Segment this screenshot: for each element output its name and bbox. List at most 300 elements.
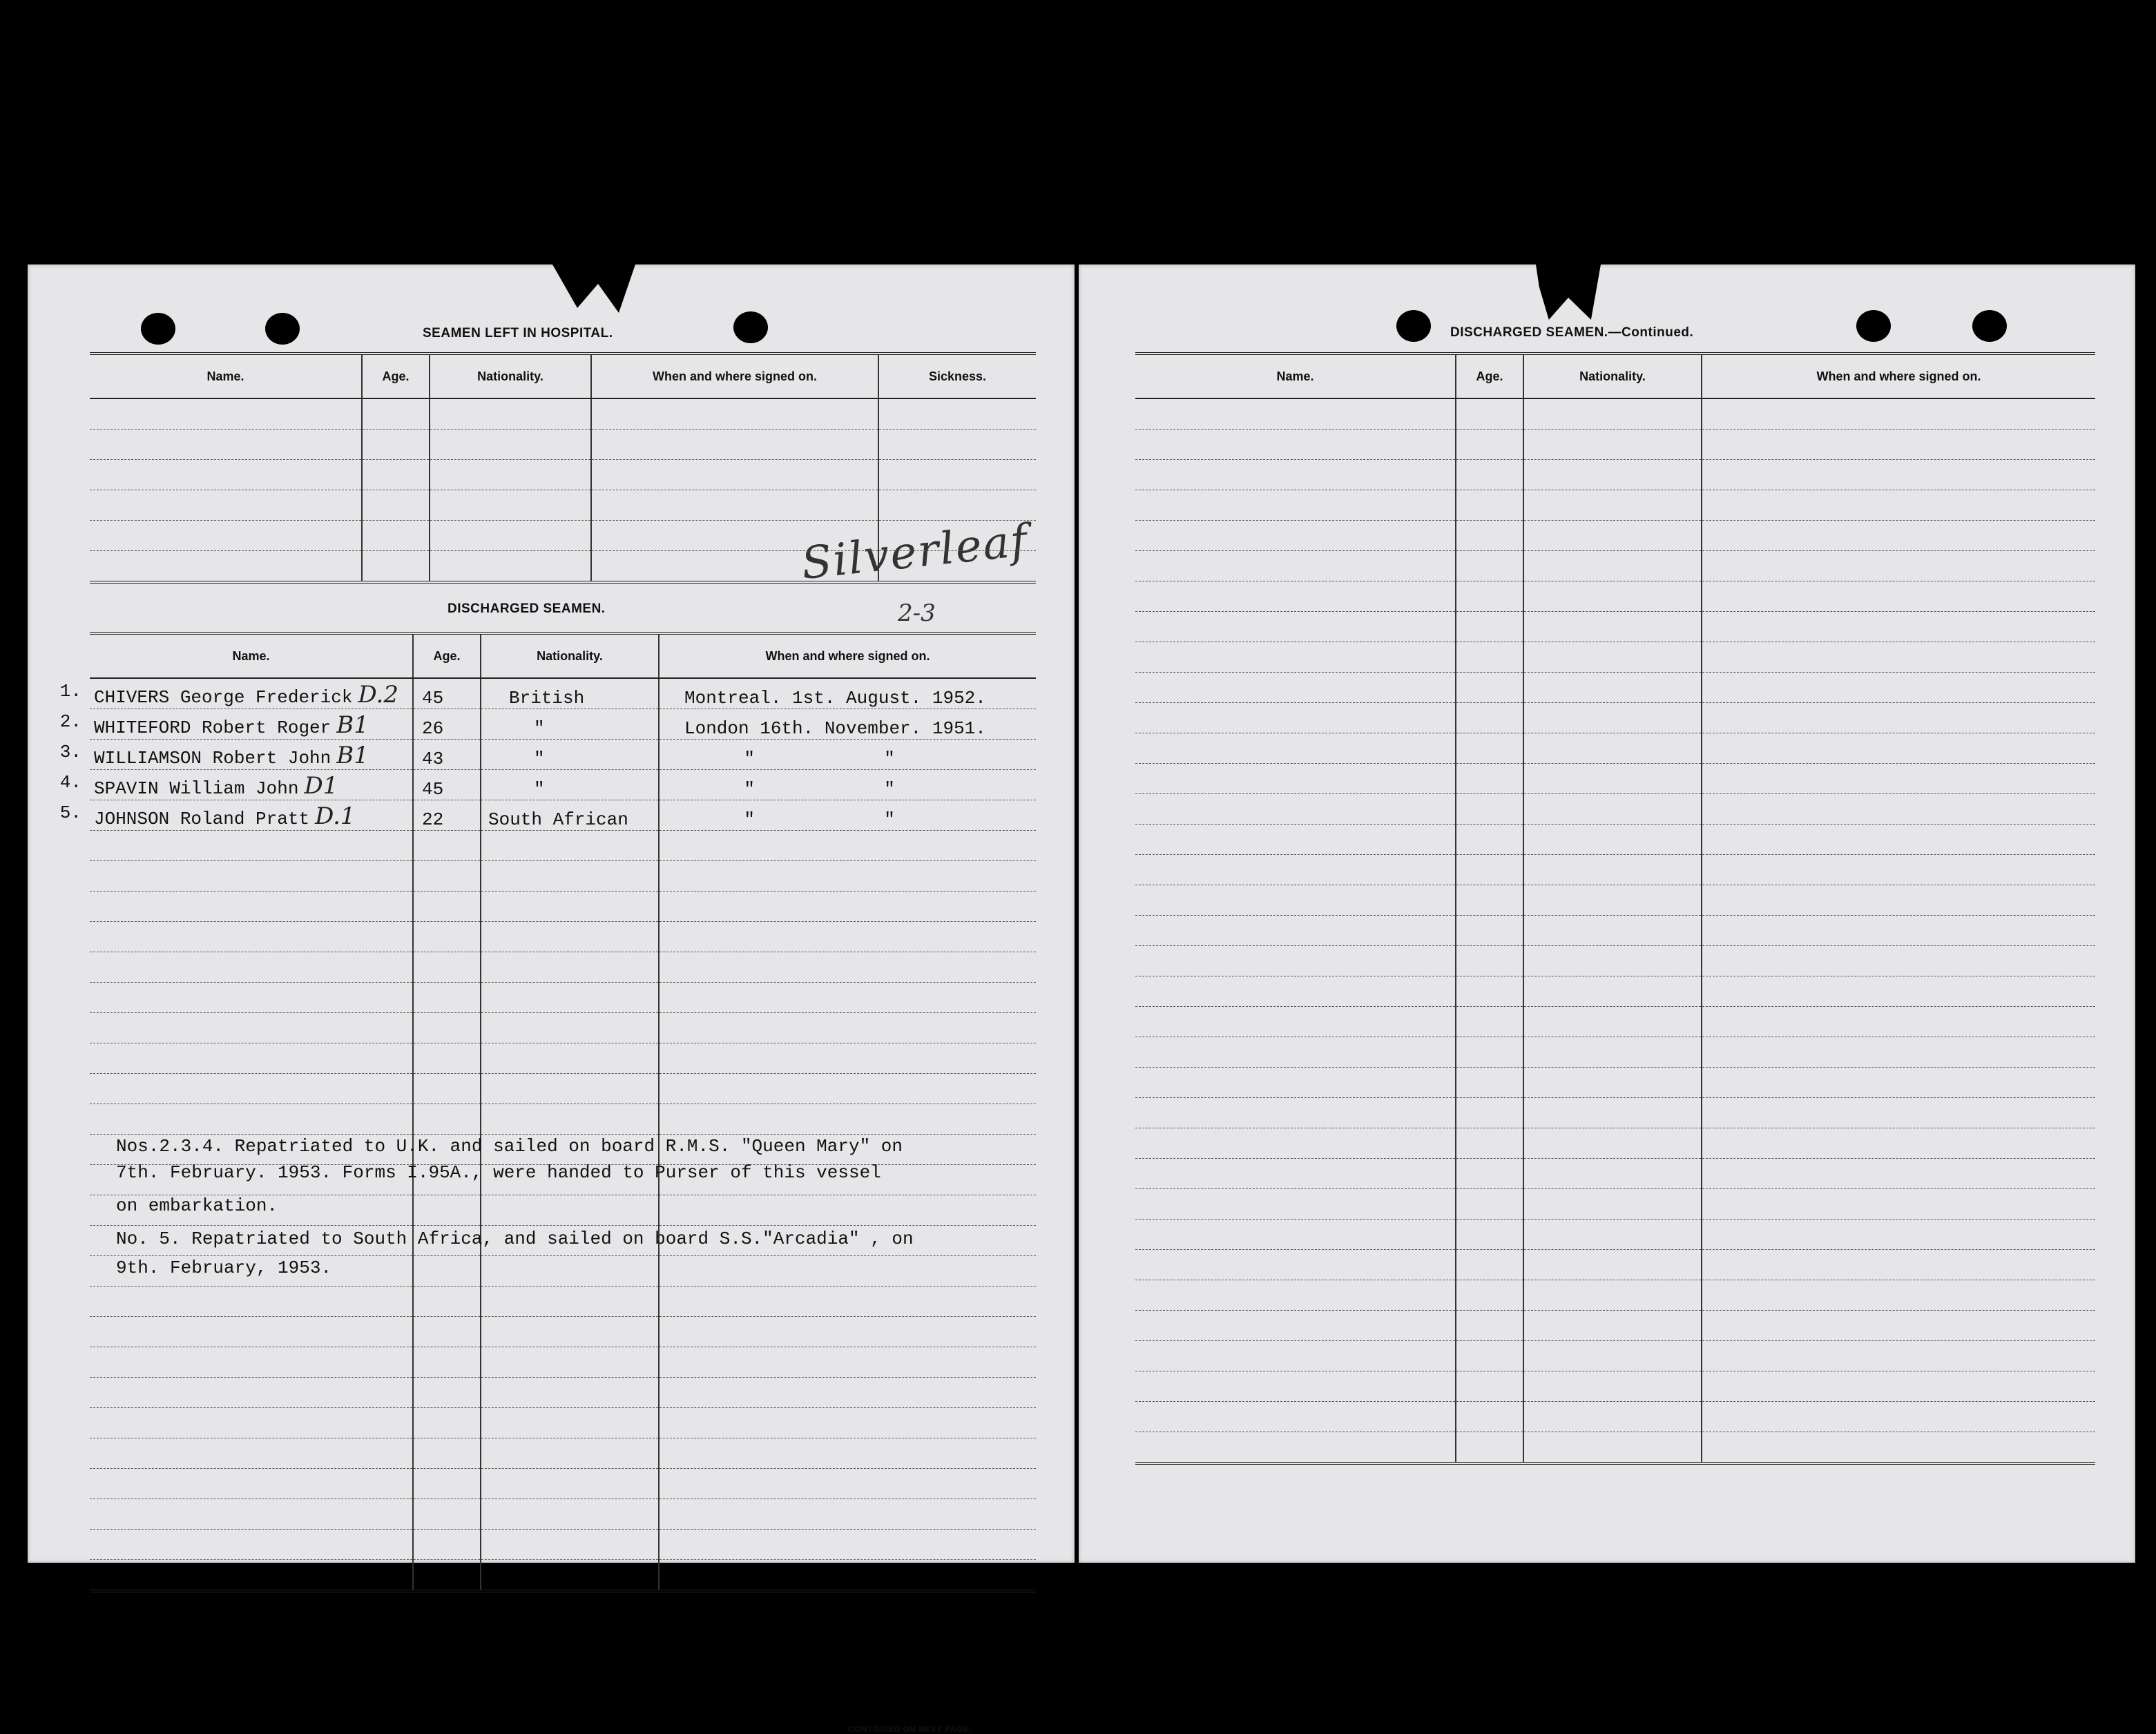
blank-cell — [430, 460, 591, 490]
blank-cell — [659, 1195, 1036, 1226]
blank-cell — [481, 1469, 659, 1499]
blank-cell — [1702, 764, 2095, 794]
continued-footer: CONTINUED ON NEXT PAGE. — [848, 1724, 972, 1734]
blank-cell — [1702, 1037, 2095, 1068]
remark-line: No. 5. Repatriated to South Africa, and sailed on board S.S."Arcadia" , on — [116, 1229, 914, 1249]
blank-cell — [878, 398, 1036, 430]
blank-row — [1135, 1371, 2095, 1402]
blank-cell — [1702, 1007, 2095, 1037]
blank-cell — [1523, 460, 1702, 490]
col-header-nationality: Nationality. — [1523, 354, 1702, 398]
blank-cell — [1135, 460, 1456, 490]
blank-cell — [90, 952, 413, 983]
name-text: JOHNSON Roland Pratt — [94, 809, 310, 829]
blank-cell — [413, 1317, 481, 1347]
blank-cell — [1702, 1311, 2095, 1341]
blank-row — [1135, 1037, 2095, 1068]
blank-cell — [1456, 1098, 1523, 1128]
blank-cell — [362, 551, 430, 583]
blank-cell — [481, 1560, 659, 1592]
blank-cell — [481, 983, 659, 1013]
blank-cell — [659, 1317, 1036, 1347]
blank-cell — [1456, 1250, 1523, 1280]
blank-cell — [481, 1438, 659, 1469]
blank-cell — [413, 1560, 481, 1592]
blank-row — [90, 490, 1036, 521]
blank-row — [1135, 976, 2095, 1007]
blank-cell — [1456, 855, 1523, 885]
blank-row — [90, 831, 1036, 861]
blank-cell — [878, 430, 1036, 460]
blank-cell — [659, 952, 1036, 983]
blank-cell — [1456, 1371, 1523, 1402]
blank-row — [1135, 1280, 2095, 1311]
blank-cell — [1456, 551, 1523, 581]
blank-cell — [1456, 460, 1523, 490]
blank-cell — [1523, 521, 1702, 551]
blank-cell — [1523, 1280, 1702, 1311]
name-text: CHIVERS George Frederick — [94, 687, 353, 708]
blank-cell — [1456, 794, 1523, 825]
blank-row — [90, 551, 1036, 583]
blank-row — [90, 1408, 1036, 1438]
blank-row — [90, 1104, 1036, 1135]
punch-hole — [1396, 310, 1431, 342]
blank-cell — [1456, 885, 1523, 916]
blank-cell — [1702, 398, 2095, 430]
blank-row — [1135, 1250, 2095, 1280]
blank-cell — [1135, 551, 1456, 581]
col-header-nationality: Nationality. — [481, 633, 659, 678]
blank-cell — [1702, 794, 2095, 825]
blank-cell — [90, 831, 413, 861]
blank-cell — [413, 1104, 481, 1135]
blank-cell — [1456, 490, 1523, 521]
blank-cell — [1702, 1432, 2095, 1464]
blank-cell — [90, 1104, 413, 1135]
blank-cell — [1456, 581, 1523, 612]
blank-cell — [1702, 673, 2095, 703]
blank-row — [90, 983, 1036, 1013]
blank-cell — [481, 1195, 659, 1226]
discharged-section-title: DISCHARGED SEAMEN. — [447, 601, 606, 616]
col-header-name: Name. — [1135, 354, 1456, 398]
blank-cell — [430, 521, 591, 551]
blank-cell — [659, 1560, 1036, 1592]
blank-cell — [1523, 1402, 1702, 1432]
seaman-age: 22 — [413, 800, 481, 831]
discharged-table — [59, 632, 1036, 1592]
seaman-nationality: " — [481, 770, 659, 800]
remark-line: Nos.2.3.4. Repatriated to U.K. and sailed on board R.M.S. "Queen Mary" on — [116, 1136, 903, 1157]
blank-cell — [413, 1499, 481, 1530]
blank-row — [90, 1530, 1036, 1560]
blank-cell — [1456, 430, 1523, 460]
col-header-nationality: Nationality. — [430, 354, 591, 398]
blank-cell — [659, 1256, 1036, 1287]
blank-row — [1135, 703, 2095, 733]
blank-cell — [413, 1408, 481, 1438]
blank-cell — [1135, 673, 1456, 703]
blank-cell — [90, 1378, 413, 1408]
blank-cell — [481, 1530, 659, 1560]
blank-cell — [90, 1530, 413, 1560]
punch-hole — [733, 311, 768, 343]
blank-cell — [1135, 794, 1456, 825]
blank-cell — [413, 861, 481, 892]
seaman-nationality: British — [481, 678, 659, 709]
blank-cell — [413, 1013, 481, 1043]
blank-row — [1135, 1220, 2095, 1250]
blank-cell — [659, 922, 1036, 952]
entry-number: 2. — [59, 711, 81, 732]
blank-cell — [413, 1074, 481, 1104]
blank-cell — [1702, 1159, 2095, 1189]
blank-cell — [1523, 1007, 1702, 1037]
blank-cell — [659, 1013, 1036, 1043]
punch-hole — [1972, 310, 2007, 342]
blank-row — [90, 1347, 1036, 1378]
blank-cell — [481, 952, 659, 983]
page-tear — [1536, 264, 1601, 320]
col-header-name: Name. — [90, 633, 413, 678]
blank-cell — [1135, 916, 1456, 946]
blank-cell — [1456, 764, 1523, 794]
blank-row — [90, 892, 1036, 922]
seaman-signed-on: " " — [659, 770, 1036, 800]
title-suffix: —Continued. — [1608, 325, 1694, 340]
blank-cell — [481, 1378, 659, 1408]
blank-cell — [1523, 733, 1702, 764]
blank-cell — [90, 490, 362, 521]
blank-cell — [591, 398, 878, 430]
blank-cell — [1523, 916, 1702, 946]
blank-cell — [659, 892, 1036, 922]
right-page — [1079, 264, 2135, 1563]
blank-row — [1135, 764, 2095, 794]
blank-cell — [659, 1438, 1036, 1469]
blank-cell — [1135, 1371, 1456, 1402]
blank-cell — [1702, 1250, 2095, 1280]
blank-cell — [659, 983, 1036, 1013]
blank-cell — [591, 521, 878, 551]
blank-cell — [413, 952, 481, 983]
blank-cell — [1456, 733, 1523, 764]
blank-cell — [481, 1074, 659, 1104]
blank-cell — [413, 1043, 481, 1074]
blank-cell — [430, 490, 591, 521]
blank-cell — [90, 1074, 413, 1104]
blank-cell — [90, 1013, 413, 1043]
blank-cell — [1135, 855, 1456, 885]
col-header-sickness: Sickness. — [878, 354, 1036, 398]
seaman-nationality: South African — [481, 800, 659, 831]
blank-cell — [430, 398, 591, 430]
blank-cell — [878, 490, 1036, 521]
blank-cell — [1135, 885, 1456, 916]
blank-cell — [90, 1347, 413, 1378]
blank-cell — [1702, 581, 2095, 612]
blank-cell — [659, 1499, 1036, 1530]
blank-row — [90, 1074, 1036, 1104]
blank-cell — [1523, 1068, 1702, 1098]
blank-cell — [1456, 1341, 1523, 1371]
seaman-signed-on: London 16th. November. 1951. — [659, 709, 1036, 740]
blank-cell — [1456, 1402, 1523, 1432]
blank-cell — [1523, 1098, 1702, 1128]
blank-cell — [1135, 1280, 1456, 1311]
blank-cell — [659, 1469, 1036, 1499]
blank-cell — [481, 922, 659, 952]
blank-cell — [1523, 398, 1702, 430]
blank-row — [1135, 1432, 2095, 1464]
blank-cell — [1523, 1128, 1702, 1159]
blank-cell — [90, 1317, 413, 1347]
blank-cell — [90, 1499, 413, 1530]
blank-row — [90, 1438, 1036, 1469]
page-tear — [552, 264, 635, 313]
remark-line: 7th. February. 1953. Forms I.95A., were handed to Purser of this vessel — [116, 1162, 881, 1183]
blank-cell — [1523, 1220, 1702, 1250]
blank-cell — [1456, 703, 1523, 733]
blank-cell — [1135, 1037, 1456, 1068]
seaman-age: 45 — [413, 678, 481, 709]
blank-cell — [1135, 825, 1456, 855]
blank-row — [1135, 855, 2095, 885]
blank-row — [1135, 1068, 2095, 1098]
blank-cell — [1702, 855, 2095, 885]
blank-row — [1135, 1098, 2095, 1128]
blank-row — [1135, 430, 2095, 460]
entry-number: 1. — [59, 681, 81, 702]
blank-row — [1135, 1311, 2095, 1341]
blank-row — [90, 1317, 1036, 1347]
seaman-age: 26 — [413, 709, 481, 740]
blank-cell — [481, 1013, 659, 1043]
blank-cell — [1135, 1007, 1456, 1037]
seaman-name — [59, 800, 413, 831]
blank-cell — [1702, 1402, 2095, 1432]
blank-row — [1135, 581, 2095, 612]
blank-cell — [1456, 398, 1523, 430]
blank-cell — [1523, 1432, 1702, 1464]
blank-cell — [481, 1043, 659, 1074]
seaman-age: 45 — [413, 770, 481, 800]
col-header-signed-on: When and where signed on. — [1702, 354, 2095, 398]
blank-cell — [878, 521, 1036, 551]
blank-cell — [1523, 764, 1702, 794]
entry-number: 5. — [59, 802, 81, 823]
blank-cell — [1523, 703, 1702, 733]
seaman-signed-on: Montreal. 1st. August. 1952. — [659, 678, 1036, 709]
blank-cell — [659, 1347, 1036, 1378]
discharged-header-row — [90, 633, 1036, 678]
blank-cell — [1523, 946, 1702, 976]
blank-cell — [1702, 1341, 2095, 1371]
blank-cell — [1135, 703, 1456, 733]
blank-row — [90, 1043, 1036, 1074]
discharged-continued-title — [1450, 325, 1693, 340]
blank-row — [90, 861, 1036, 892]
blank-cell — [90, 460, 362, 490]
table-row — [90, 800, 1036, 831]
blank-row — [1135, 1159, 2095, 1189]
blank-row — [1135, 946, 2095, 976]
punch-hole — [141, 313, 175, 345]
handwritten-note: 2-3 — [898, 599, 936, 627]
blank-cell — [413, 1438, 481, 1469]
col-header-age: Age. — [413, 633, 481, 678]
handwritten-signature: Silverleaf — [799, 514, 1031, 590]
blank-cell — [1135, 1068, 1456, 1098]
blank-cell — [90, 1438, 413, 1469]
blank-cell — [90, 1560, 413, 1592]
blank-cell — [1702, 1098, 2095, 1128]
blank-cell — [1702, 703, 2095, 733]
blank-cell — [1456, 1007, 1523, 1037]
blank-cell — [1702, 1280, 2095, 1311]
blank-cell — [481, 1408, 659, 1438]
seaman-age: 43 — [413, 740, 481, 770]
blank-cell — [1523, 1371, 1702, 1402]
blank-cell — [1702, 976, 2095, 1007]
col-header-name: Name. — [90, 354, 362, 398]
blank-cell — [413, 1195, 481, 1226]
blank-row — [1135, 551, 2095, 581]
blank-row — [90, 1499, 1036, 1530]
blank-cell — [362, 490, 430, 521]
seaman-signed-on: " " — [659, 800, 1036, 831]
title-text: DISCHARGED SEAMEN. — [1450, 325, 1608, 340]
blank-cell — [90, 1287, 413, 1317]
seaman-name — [59, 678, 413, 709]
blank-row — [90, 952, 1036, 983]
blank-cell — [659, 1104, 1036, 1135]
blank-cell — [1456, 1432, 1523, 1464]
blank-row — [1135, 642, 2095, 673]
blank-row — [1135, 1402, 2095, 1432]
blank-cell — [362, 398, 430, 430]
handwritten-rating: D.2 — [358, 681, 398, 709]
blank-cell — [1456, 673, 1523, 703]
blank-cell — [1135, 612, 1456, 642]
blank-cell — [1456, 1159, 1523, 1189]
seaman-name — [59, 770, 413, 800]
name-text: SPAVIN William John — [94, 778, 299, 799]
blank-cell — [481, 861, 659, 892]
continued-header-row — [1135, 354, 2095, 398]
seaman-nationality: " — [481, 740, 659, 770]
blank-cell — [659, 1074, 1036, 1104]
blank-cell — [1456, 1128, 1523, 1159]
blank-cell — [1456, 1280, 1523, 1311]
blank-row — [1135, 1189, 2095, 1220]
handwritten-rating: B1 — [336, 711, 369, 739]
blank-cell — [1135, 490, 1456, 521]
blank-cell — [481, 892, 659, 922]
blank-cell — [413, 1256, 481, 1287]
blank-cell — [1135, 1311, 1456, 1341]
blank-row — [1135, 733, 2095, 764]
blank-cell — [591, 460, 878, 490]
blank-cell — [1702, 490, 2095, 521]
blank-cell — [430, 430, 591, 460]
blank-cell — [1135, 430, 1456, 460]
blank-cell — [90, 1408, 413, 1438]
blank-cell — [90, 861, 413, 892]
blank-cell — [1135, 733, 1456, 764]
blank-cell — [1523, 612, 1702, 642]
hospital-section-title: SEAMEN LEFT IN HOSPITAL. — [423, 326, 613, 340]
blank-row — [1135, 794, 2095, 825]
entry-number: 4. — [59, 772, 81, 793]
blank-cell — [1456, 976, 1523, 1007]
blank-cell — [659, 1378, 1036, 1408]
blank-cell — [413, 892, 481, 922]
blank-row — [90, 1287, 1036, 1317]
blank-cell — [1456, 1311, 1523, 1341]
blank-row — [1135, 825, 2095, 855]
blank-cell — [1135, 1159, 1456, 1189]
blank-cell — [362, 521, 430, 551]
blank-cell — [90, 922, 413, 952]
blank-row — [1135, 673, 2095, 703]
blank-cell — [1523, 551, 1702, 581]
blank-row — [1135, 460, 2095, 490]
remark-line: 9th. February, 1953. — [116, 1258, 332, 1278]
blank-cell — [1523, 642, 1702, 673]
blank-cell — [1702, 521, 2095, 551]
blank-cell — [1702, 946, 2095, 976]
hospital-header-row — [90, 354, 1036, 398]
handwritten-rating: B1 — [336, 742, 369, 769]
seaman-signed-on: " " — [659, 740, 1036, 770]
blank-row — [90, 1378, 1036, 1408]
blank-cell — [1135, 521, 1456, 551]
blank-cell — [413, 1287, 481, 1317]
blank-cell — [1135, 1402, 1456, 1432]
blank-cell — [90, 430, 362, 460]
blank-row — [90, 1013, 1036, 1043]
blank-cell — [362, 460, 430, 490]
blank-cell — [1702, 430, 2095, 460]
blank-cell — [1456, 642, 1523, 673]
blank-cell — [1523, 1159, 1702, 1189]
blank-row — [90, 460, 1036, 490]
blank-cell — [1456, 916, 1523, 946]
discharged-continued-table — [1135, 352, 2095, 1465]
blank-cell — [659, 831, 1036, 861]
seaman-name — [59, 709, 413, 740]
blank-cell — [1135, 1189, 1456, 1220]
punch-hole — [1856, 310, 1891, 342]
blank-cell — [1135, 1128, 1456, 1159]
blank-cell — [1456, 825, 1523, 855]
punch-hole — [265, 313, 300, 345]
blank-cell — [1456, 1037, 1523, 1068]
col-header-signed-on: When and where signed on. — [659, 633, 1036, 678]
blank-cell — [413, 922, 481, 952]
blank-cell — [1135, 1341, 1456, 1371]
blank-cell — [1702, 885, 2095, 916]
blank-cell — [90, 892, 413, 922]
blank-cell — [90, 1469, 413, 1499]
blank-cell — [591, 490, 878, 521]
blank-cell — [413, 1530, 481, 1560]
blank-cell — [413, 1378, 481, 1408]
blank-cell — [90, 1043, 413, 1074]
blank-row — [90, 398, 1036, 430]
